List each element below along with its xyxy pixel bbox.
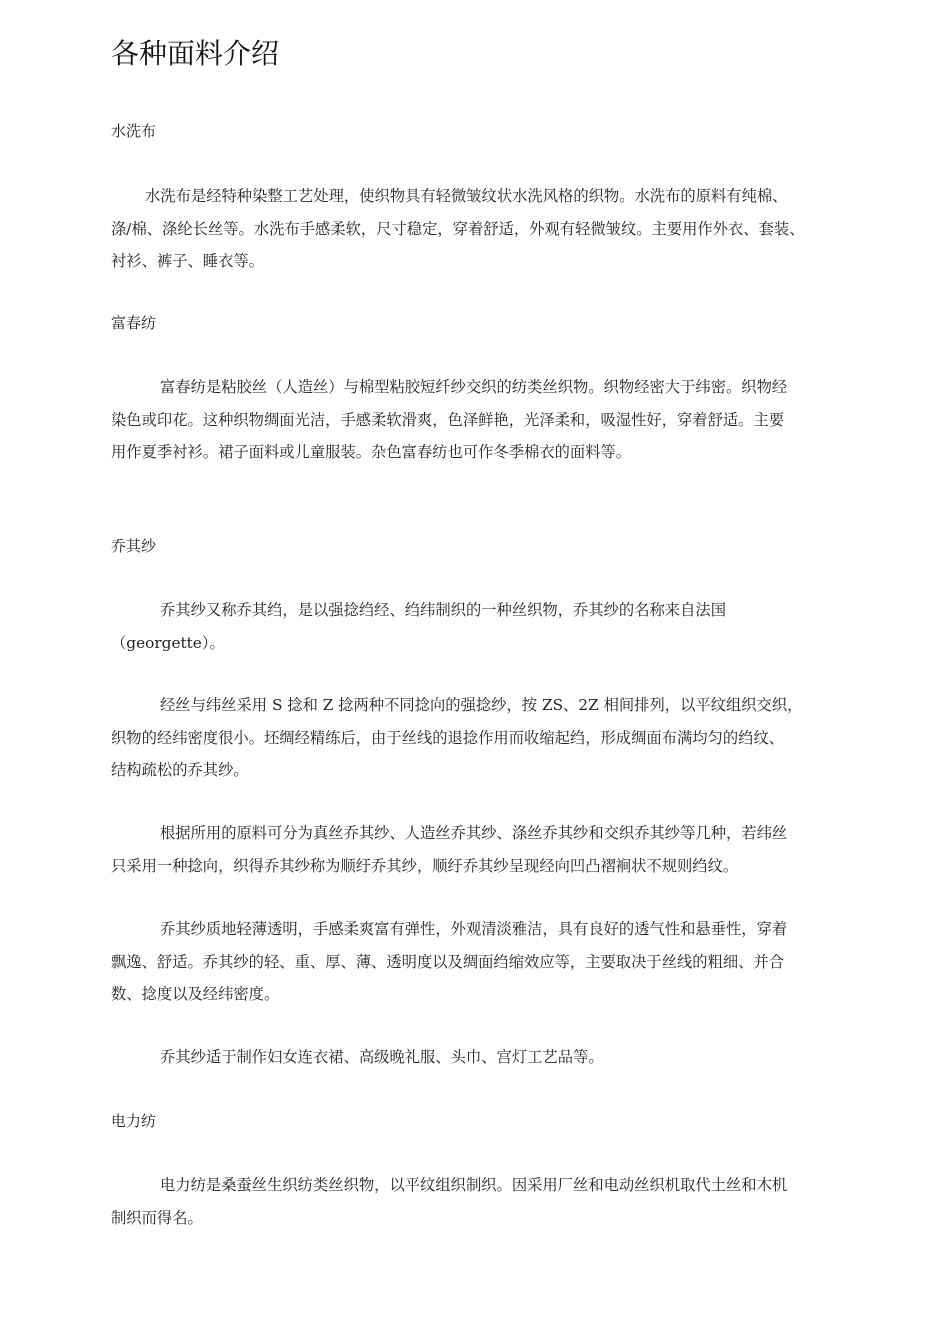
paragraph <box>111 913 851 1011</box>
paragraph <box>111 1169 851 1234</box>
paragraph-line: 结构疏松的乔其纱。 <box>111 761 249 779</box>
section-heading-habotai: 电力纺 <box>111 1112 157 1130</box>
paragraph <box>111 180 851 278</box>
section-heading-fuchun-spun: 富春纺 <box>111 314 157 332</box>
paragraph-line: 涤/棉、涤纶长丝等。水洗布手感柔软，尺寸稳定，穿着舒适，外观有轻微皱纹。主要用作外衣、套装、 <box>111 219 805 238</box>
document-title: 各种面料介绍 <box>111 37 280 70</box>
paragraph-line: 制织而得名。 <box>111 1208 203 1227</box>
paragraph <box>111 1041 851 1074</box>
section-heading-georgette: 乔其纱 <box>111 537 157 555</box>
paragraph-line: 经丝与纬丝采用 S 捻和 Z 捻两种不同捻向的强捻纱，按 ZS、2Z 相间排列，以平纹组织交织， <box>160 696 803 714</box>
paragraph-line: 织物的经纬密度很小。坯绸经精练后，由于丝线的退捻作用而收缩起绉，形成绸面布满均匀的绉纹、 <box>111 728 785 747</box>
paragraph <box>111 817 851 882</box>
paragraph-line: 只采用一种捻向，织得乔其纱称为顺纡乔其纱，顺纡乔其纱呈现经向凹凸褶裥状不规则绉纹。 <box>111 856 739 875</box>
paragraph-line: 数、捻度以及经纬密度。 <box>111 985 280 1003</box>
section-heading-washed-cloth: 水洗布 <box>111 122 157 140</box>
paragraph-line: 衬衫、裤子、睡衣等。 <box>111 252 264 270</box>
paragraph-line: 富春纺是粘胶丝（人造丝）与棉型粘胶短纤纱交织的纺类丝织物。织物经密大于纬密。织物经 <box>160 378 788 396</box>
paragraph-line: 染色或印花。这种织物绸面光洁，手感柔软滑爽，色泽鲜艳，光泽柔和，吸湿性好，穿着舒适。主要 <box>111 410 785 429</box>
paragraph-line: （georgette）。 <box>111 633 225 652</box>
paragraph-line: 用作夏季衬衫。裙子面料或儿童服装。杂色富春纺也可作冬季棉衣的面料等。 <box>111 443 632 461</box>
paragraph-line: 乔其纱又称乔其绉，是以强捻绉经、绉纬制织的一种丝织物，乔其纱的名称来自法国 <box>160 601 726 619</box>
paragraph-line: 根据所用的原料可分为真丝乔其纱、人造丝乔其纱、涤丝乔其纱和交织乔其纱等几种，若纬丝 <box>160 824 788 842</box>
paragraph-line: 乔其纱质地轻薄透明，手感柔爽富有弹性，外观清淡雅洁，具有良好的透气性和悬垂性，穿着 <box>160 920 788 938</box>
paragraph <box>111 371 851 469</box>
paragraph-line: 电力纺是桑蚕丝生织纺类丝织物，以平纹组织制织。因采用厂丝和电动丝织机取代土丝和木机 <box>160 1176 788 1194</box>
paragraph <box>111 689 851 787</box>
paragraph-line: 飘逸、舒适。乔其纱的轻、重、厚、薄、透明度以及绸面绉缩效应等，主要取决于丝线的粗细、并合 <box>111 952 785 971</box>
paragraph-line: 水洗布是经特种染整工艺处理，使织物具有轻微皱纹状水洗风格的织物。水洗布的原料有纯棉、 <box>145 187 788 205</box>
paragraph-line: 乔其纱适于制作妇女连衣裙、高级晚礼服、头巾、宫灯工艺品等。 <box>160 1048 604 1066</box>
paragraph <box>111 594 851 659</box>
